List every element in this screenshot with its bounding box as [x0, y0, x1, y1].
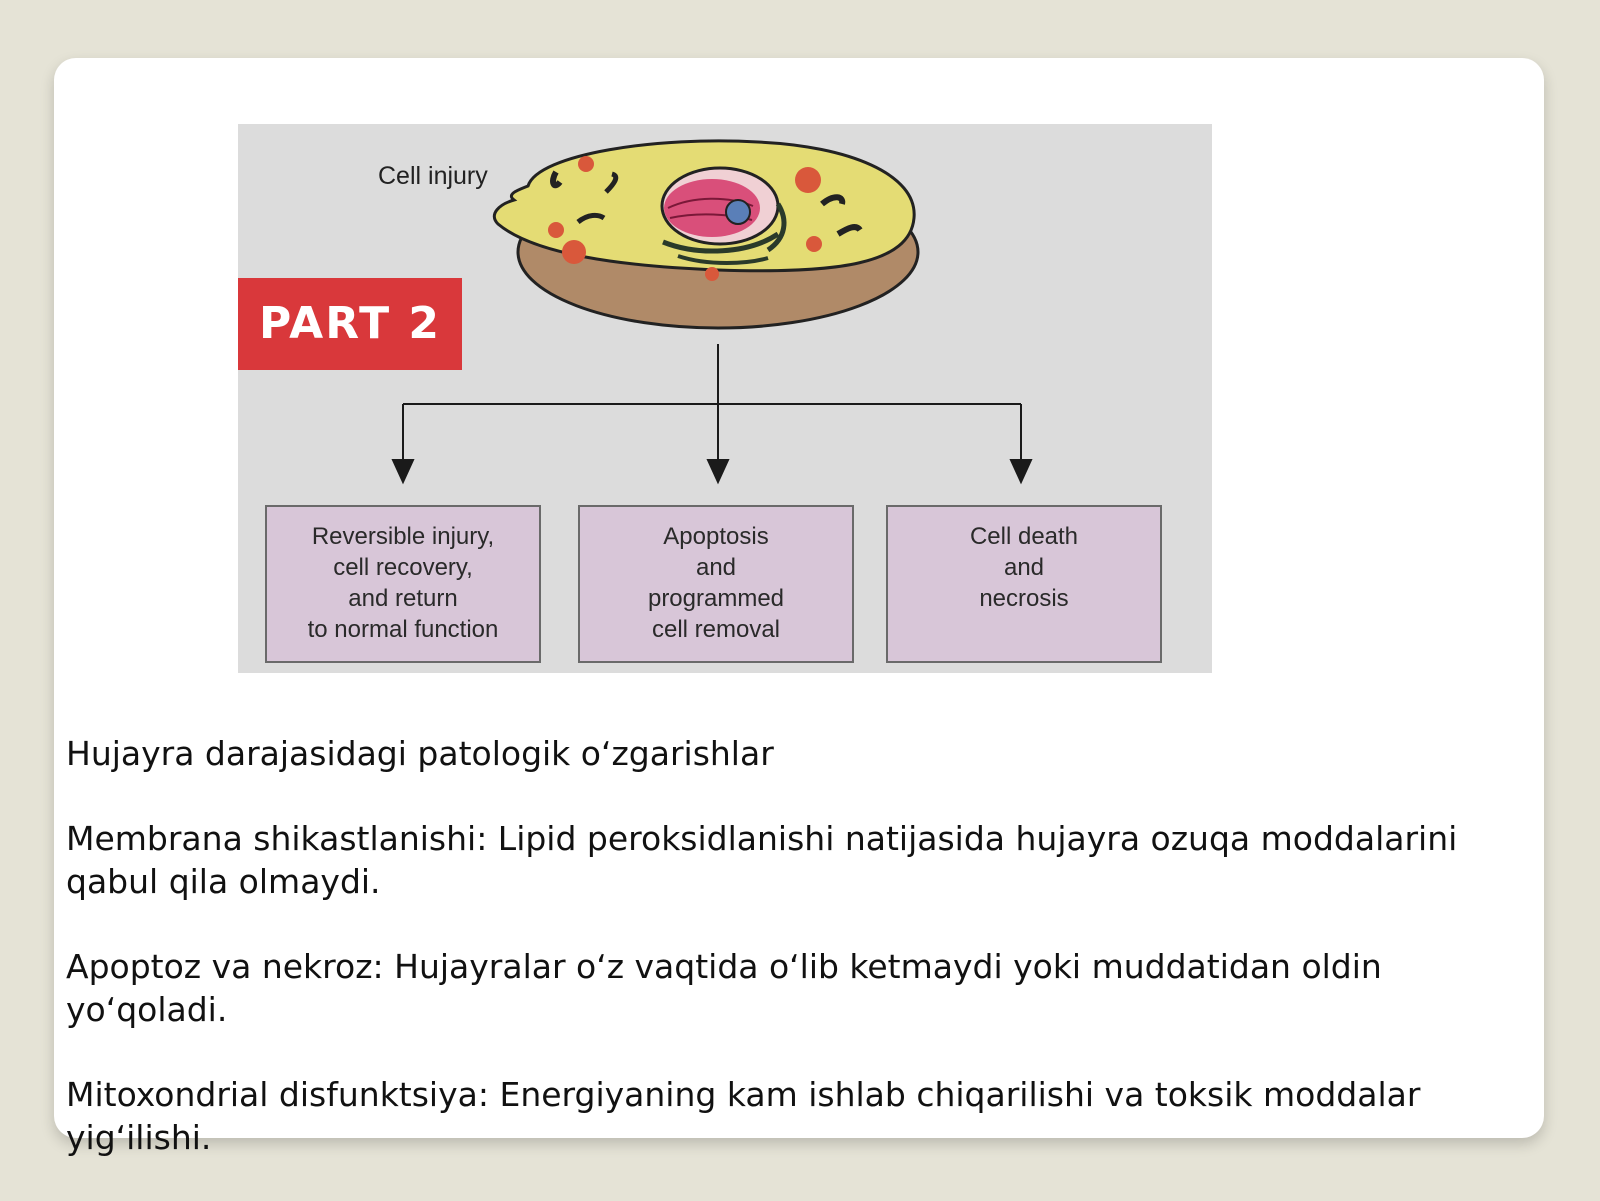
organelle — [562, 240, 586, 264]
organelle — [548, 222, 564, 238]
nucleolus — [726, 200, 750, 224]
part-badge: PART 2 — [238, 278, 462, 370]
organelle — [806, 236, 822, 252]
branch-arrows — [393, 344, 1031, 482]
paragraph-membrane: Membrana shikastlanishi: Lipid peroksidlanishi natijasida hujayra ozuqa moddalarini qabul qila olmaydi. — [66, 819, 1458, 901]
outcome-apoptosis: Apoptosis and programmed cell removal — [578, 505, 854, 663]
cell-injury-diagram — [238, 124, 1212, 673]
cell-injury-label: Cell injury — [378, 162, 488, 190]
organelle — [578, 156, 594, 172]
slide-text — [66, 732, 1506, 1201]
slide-heading: Hujayra darajasidagi patologik oʻzgarishlar — [66, 734, 774, 773]
outcome-reversible-injury: Reversible injury, cell recovery, and return to normal function — [265, 505, 541, 663]
paragraph-mitochondria: Mitoxondrial disfunktsiya: Energiyaning kam ishlab chiqarilishi va toksik moddalar yigʻilishi. — [66, 1075, 1421, 1157]
organelle — [705, 267, 719, 281]
outcome-necrosis: Cell death and necrosis — [886, 505, 1162, 663]
organelle — [795, 167, 821, 193]
paragraph-apoptosis: Apoptoz va nekroz: Hujayralar oʻz vaqtida oʻlib ketmaydi yoki muddatidan oldin yoʻqoladi. — [66, 947, 1382, 1029]
